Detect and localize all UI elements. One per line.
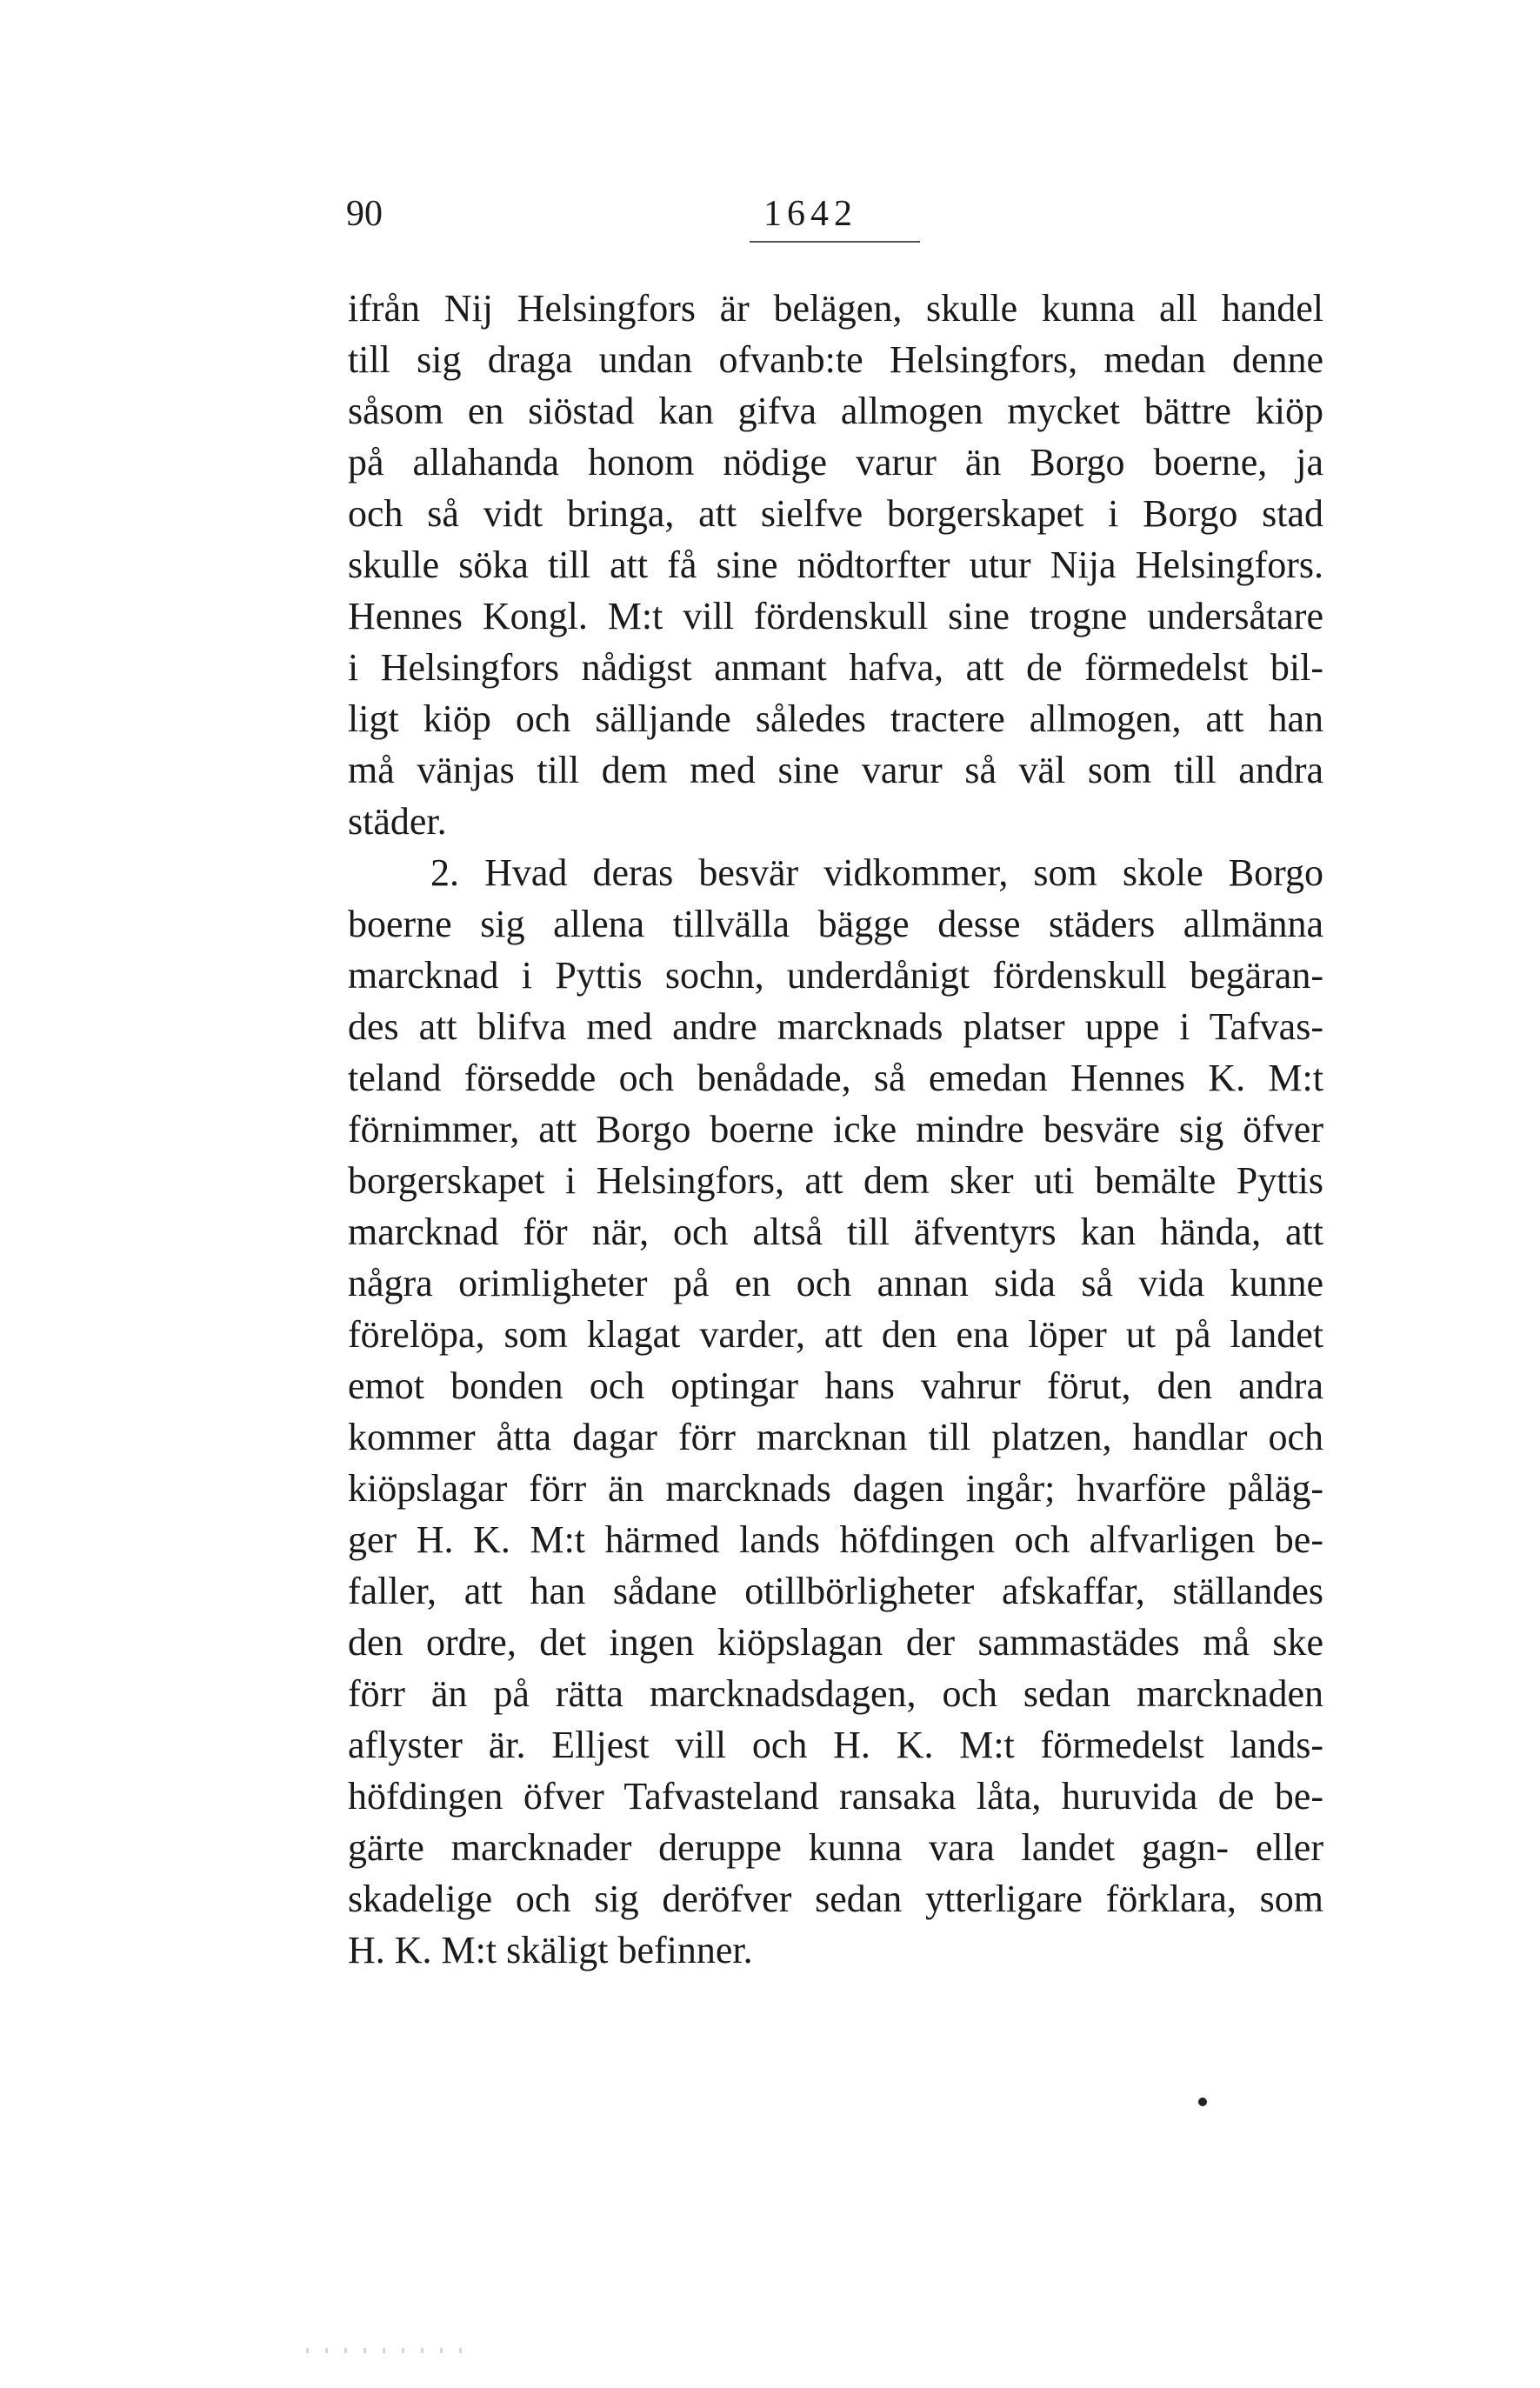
text-line: till sig draga undan ofvanb:te Helsingfors, medan denne (348, 338, 1323, 381)
text-line: höfdingen öfver Tafvasteland ransaka låta, huruvida de be- (348, 1775, 1323, 1818)
text-line: förr än på rätta marcknadsdagen, och sedan marcknaden (348, 1672, 1323, 1715)
text-line: i Helsingfors nådigst anmant hafva, att de förmedelst bil- (348, 646, 1323, 689)
text-line: des att blifva med andre marcknads platser uppe i Tafvas- (348, 1005, 1323, 1048)
header-rule (750, 241, 920, 243)
text-line: H. K. M:t skäligt befinner. (348, 1929, 753, 1971)
text-line: såsom en siöstad kan gifva allmogen mycket bättre kiöp (348, 390, 1323, 432)
text-line: Hennes Kongl. M:t vill fördenskull sine trogne undersåtare (348, 595, 1323, 637)
text-line: ger H. K. M:t härmed lands höfdingen och alfvarligen be- (348, 1518, 1323, 1561)
text-line: må vänjas till dem med sine varur så väl som till andra (348, 749, 1323, 791)
text-line: ligt kiöp och sälljande således tractere allmogen, att han (348, 697, 1323, 740)
ink-dot (1198, 2098, 1207, 2106)
text-line: städer. (348, 800, 447, 843)
text-line: borgerskapet i Helsingfors, att dem sker uti bemälte Pyttis (348, 1159, 1323, 1202)
text-line: den ordre, det ingen kiöpslagan der sammastädes må ske (348, 1621, 1323, 1664)
text-line: marcknad i Pyttis sochn, underdånigt fördenskull begäran- (348, 954, 1323, 997)
text-line: marcknad för när, och altså till äfventyrs kan hända, att (348, 1211, 1323, 1253)
body-text (348, 283, 1323, 1976)
text-line: kommer åtta dagar förr marcknan till platzen, handlar och (348, 1416, 1323, 1458)
paragraph-2-start: 2. Hvad deras besvär vidkommer, som skole Borgo (430, 851, 1323, 894)
text-line: på allahanda honom nödige varur än Borgo boerne, ja (348, 441, 1323, 484)
text-line: boerne sig allena tillvälla bägge desse städers allmänna (348, 903, 1323, 945)
running-head-year: 1642 (763, 194, 857, 234)
text-line: aflyster är. Elljest vill och H. K. M:t förmedelst lands- (348, 1724, 1323, 1766)
text-line: skulle söka till att få sine nödtorfter utur Nija Helsingfors. (348, 544, 1323, 586)
text-line: förnimmer, att Borgo boerne icke mindre besväre sig öfver (348, 1108, 1323, 1151)
text-line: förelöpa, som klagat varder, att den ena löper ut på landet (348, 1313, 1323, 1356)
text-line: gärte marcknader deruppe kunna vara landet gagn- eller (348, 1826, 1323, 1869)
page-number: 90 (346, 194, 383, 234)
text-line: och så vidt bringa, att sielfve borgerskapet i Borgo stad (348, 492, 1323, 535)
text-line: faller, att han sådane otillbörligheter afskaffar, ställandes (348, 1570, 1323, 1612)
scan-specks (306, 2348, 471, 2353)
text-line: några orimligheter på en och annan sida så vida kunne (348, 1262, 1323, 1304)
text-line: teland försedde och benådade, så emedan Hennes K. M:t (348, 1057, 1323, 1099)
text-line: emot bonden och optingar hans vahrur förut, den andra (348, 1364, 1323, 1407)
text-line: ifrån Nij Helsingfors är belägen, skulle kunna all handel (348, 287, 1323, 330)
text-line: kiöpslagar förr än marcknads dagen ingår; hvarföre påläg- (348, 1467, 1323, 1510)
text-line: skadelige och sig deröfver sedan ytterligare förklara, som (348, 1878, 1323, 1920)
